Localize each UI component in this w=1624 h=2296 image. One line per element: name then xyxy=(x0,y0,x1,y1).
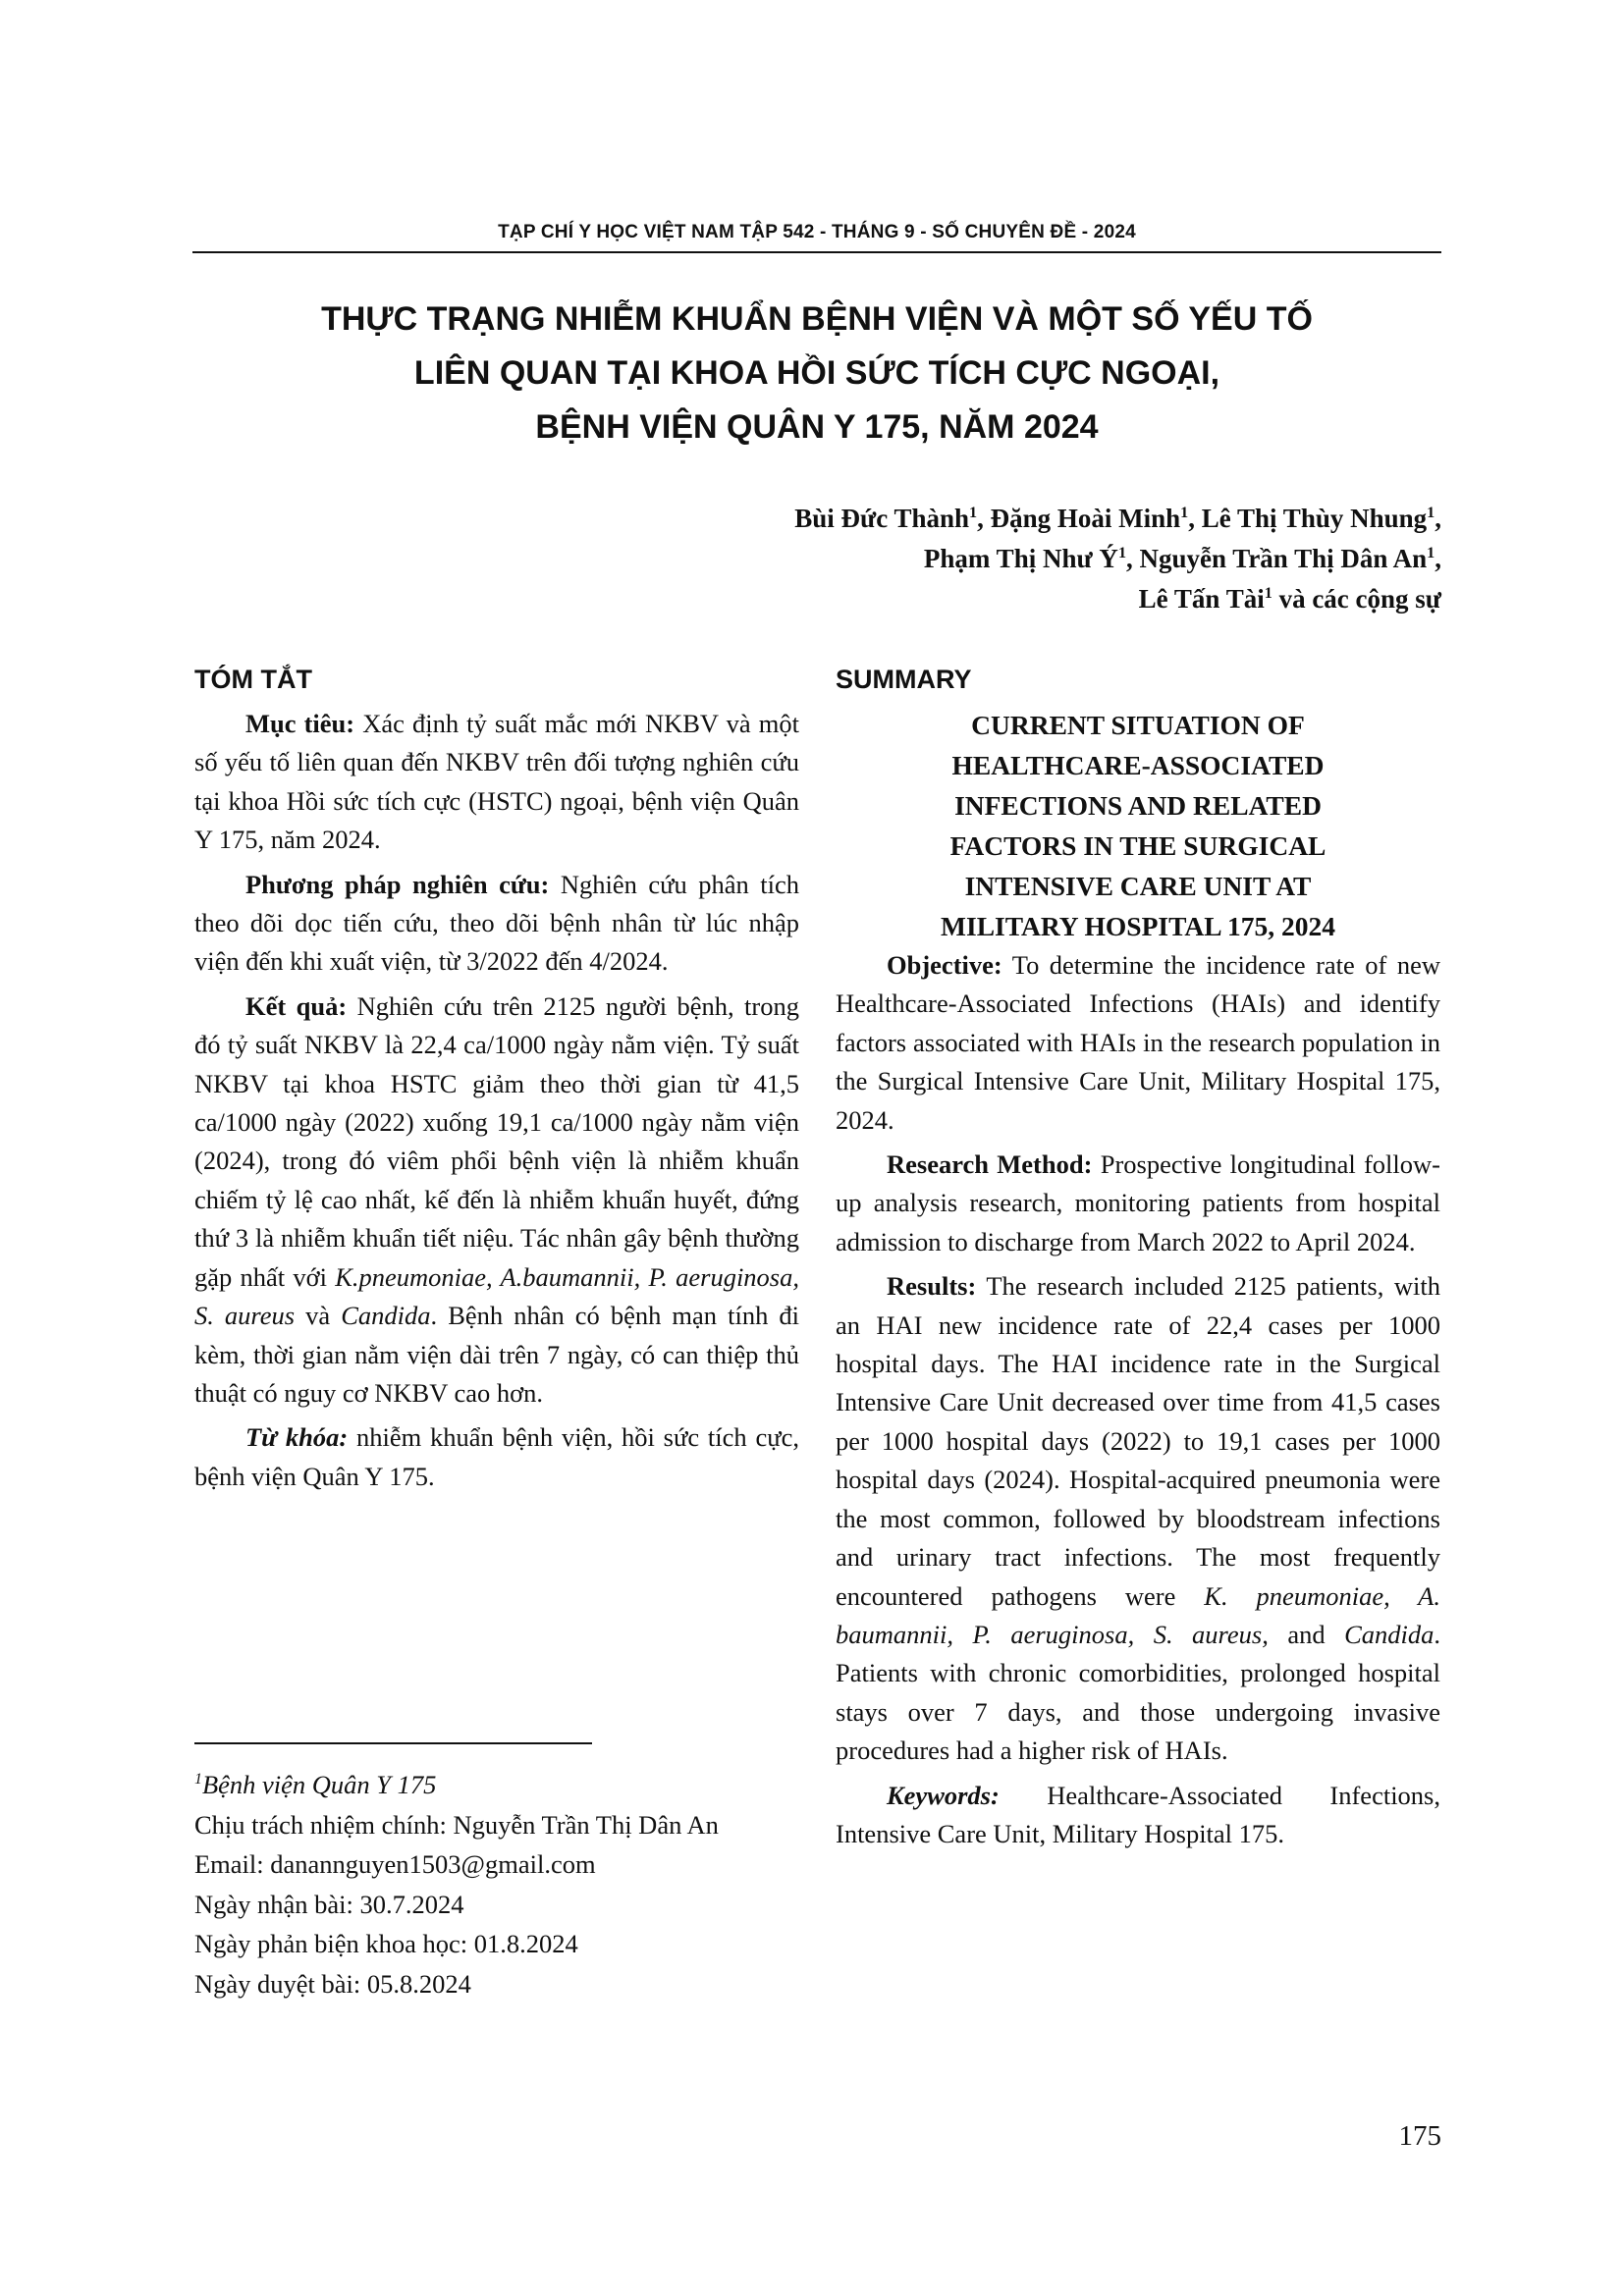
method-label: Phương pháp nghiên cứu: xyxy=(245,869,550,899)
method-paragraph xyxy=(836,1146,1440,1261)
section-heading-tom-tat: TÓM TẮT xyxy=(194,665,312,694)
english-title-line: HEALTHCARE-ASSOCIATED xyxy=(951,750,1325,780)
keywords-label: Keywords: xyxy=(887,1780,1000,1810)
corresponding-author: Chịu trách nhiệm chính: Nguyễn Trần Thị Dân An xyxy=(194,1809,719,1840)
affiliation-mark: 1 xyxy=(194,1771,202,1789)
affiliation-mark: 1 xyxy=(969,504,978,521)
method-paragraph xyxy=(194,866,799,982)
title-line: LIÊN QUAN TẠI KHOA HỒI SỨC TÍCH CỰC NGOẠI, xyxy=(413,354,1220,392)
footnotes xyxy=(194,1765,803,2003)
method-label: Research Method: xyxy=(887,1149,1093,1180)
affiliation-mark: 1 xyxy=(1427,504,1435,521)
pathogen-names: K.pneumoniae, A.baumannii, P. aeruginosa, S. aureus xyxy=(194,1261,799,1331)
objective-label: Mục tiêu: xyxy=(245,709,355,738)
keywords-text: nhiễm khuẩn bệnh viện, hồi sức tích cực, bệnh viện Quân Y 175. xyxy=(194,1422,799,1491)
author-tail: và các cộng sự xyxy=(1272,584,1441,614)
accepted-date: Ngày duyệt bài: 05.8.2024 xyxy=(194,1968,471,1999)
affiliation-mark: 1 xyxy=(1180,504,1189,521)
objective-text: To determine the incidence rate of new Healthcare-Associated Infections (HAIs) and identify factors associated with HAIs in the research population in the Surgical Intensive Care Unit, Military Hospital 175, 2024. xyxy=(836,950,1440,1135)
author-line: Phạm Thị Như $Ý^1$, Nguyễn Trần Thị Dân An$^1$, xyxy=(923,544,1441,573)
method-text: Nghiên cứu phân tích theo dõi dọc tiến cứu, theo dõi bệnh nhân từ lúc nhập viện đến khi xuất viện, từ 3/2022 đến 4/2024. xyxy=(194,869,799,977)
results-label: Results: xyxy=(887,1271,977,1302)
pathogen-candida: Candida xyxy=(341,1301,431,1331)
separator: , xyxy=(977,504,991,533)
affiliation-mark: 1 xyxy=(1427,544,1435,561)
english-title xyxy=(836,705,1440,946)
affiliation-footnote xyxy=(194,1765,803,1805)
title-line: BỆNH VIỆN QUÂN Y 175, NĂM 2024 xyxy=(535,408,1099,446)
header-rule xyxy=(192,251,1441,253)
conjunction: và xyxy=(295,1301,342,1331)
results-text-end: . Patients with chronic comorbidities, prolonged hospital stays over 7 days, and those undergoing invasive procedures had a higher risk of HAIs. xyxy=(836,1619,1440,1766)
results-text-end: . Bệnh nhân có bệnh mạn tính đi kèm, thời gian nằm viện dài trên 7 ngày, có can thiệp thủ thuật có nguy cơ NKBV cao hơn. xyxy=(194,1301,800,1408)
author-name: Lê Thị Thùy Nhung xyxy=(1201,504,1428,533)
section-heading-summary: SUMMARY xyxy=(836,665,972,694)
conjunction: and xyxy=(1268,1619,1345,1649)
keywords-paragraph xyxy=(194,1418,799,1496)
english-title-line: INTENSIVE CARE UNIT AT xyxy=(964,871,1312,901)
received-date: Ngày nhận bài: 30.7.2024 xyxy=(194,1889,464,1919)
affiliation-mark: 1 xyxy=(1117,544,1127,561)
keywords-paragraph xyxy=(836,1777,1440,1854)
results-paragraph xyxy=(194,988,799,1413)
objective-label: Objective: xyxy=(887,950,1002,980)
keywords-label: Từ khóa: xyxy=(245,1422,349,1453)
author-list xyxy=(460,499,1441,619)
results-label: Kết quả: xyxy=(245,990,348,1021)
affiliation-mark: 1 xyxy=(1264,584,1272,602)
author-name: Lê Tấn Tài xyxy=(1138,584,1265,614)
results-paragraph xyxy=(836,1267,1440,1770)
author-line xyxy=(460,579,1441,619)
keywords-text: Healthcare-Associated Infections, Intensive Care Unit, Military Hospital 175. xyxy=(836,1780,1440,1848)
affiliation-name: Bệnh viện Quân Y 175 xyxy=(201,1770,437,1799)
results-text: The research included 2125 patients, with an HAI new incidence rate of 22,4 cases per 1000 hospital days. The HAI incidence rate in the Surgical Intensive Care Unit decreased over time from 41,5 cases per 1000 hospital days (2022) to 19,1 cases per 1000 hospital days (2024). Hospital-acquired pneumonia were the most common, followed by bloodstream infections and urinary tract infections. The most frequently encountered pathogens were xyxy=(836,1271,1440,1611)
pathogen-names: K. pneumoniae, A. baumannii, P. aeruginosa, S. aureus, xyxy=(836,1580,1440,1649)
english-title-line: INFECTIONS AND RELATED xyxy=(954,790,1322,821)
title-line: THỰC TRẠNG NHIỄM KHUẨN BỆNH VIỆN VÀ MỘT SỐ YẾU TỐ xyxy=(321,300,1313,338)
results-text: Nghiên cứu trên 2125 người bệnh, trong đó tỷ suất NKBV là 22,4 ca/1000 ngày nằm viện. Tỷ suất NKBV tại khoa HSTC giảm theo thời gian từ 41,5 ca/1000 ngày (2022) xuống 19,1 ca/1000 ngày nằm viện (2024), trong đó viêm phổi bệnh viện là nhiễm khuẩn chiếm tỷ lệ cao nhất, kế đến là nhiễm khuẩn huyết, đứng thứ 3 là nhiễm khuẩn tiết niệu. Tác nhân gây bệnh thường gặp nhất với xyxy=(194,990,799,1292)
separator: , xyxy=(1188,504,1202,533)
article-title xyxy=(192,293,1441,454)
author-name: Đặng Hoài Minh xyxy=(990,504,1181,533)
author-name: Bùi Đức Thành xyxy=(794,504,970,533)
author-name: Phạm Thị Như Ý xyxy=(923,544,1118,573)
author-name: Nguyễn Trần Thị Dân An xyxy=(1139,544,1428,573)
method-text: Prospective longitudinal follow-up analysis research, monitoring patients from hospital admission to discharge from March 2022 to April 2024. xyxy=(836,1149,1440,1256)
english-title-line: CURRENT SITUATION OF xyxy=(971,710,1305,740)
footnote-rule xyxy=(194,1742,592,1744)
english-title-line: FACTORS IN THE SURGICAL xyxy=(949,830,1326,861)
journal-header: TẠP CHÍ Y HỌC VIỆT NAM TẬP 542 - THÁNG 9 - SỐ CHUYÊN ĐỀ - 2024 xyxy=(498,222,1136,242)
page-number: 175 xyxy=(1398,2120,1441,2152)
vietnamese-abstract xyxy=(194,660,799,1502)
objective-paragraph xyxy=(836,946,1440,1140)
english-title-line: MILITARY HOSPITAL 175, 2024 xyxy=(941,911,1335,941)
objective-paragraph xyxy=(194,705,799,860)
author-line: Bùi Đức Thành$^1$, Đặng Hoài Minh$^1$, Lê Thị Thùy Nhung$^1$, xyxy=(794,504,1441,533)
english-summary xyxy=(836,660,1440,1859)
separator: , xyxy=(1126,544,1140,573)
review-date: Ngày phản biện khoa học: 01.8.2024 xyxy=(194,1929,578,1958)
objective-text: Xác định tỷ suất mắc mới NKBV và một số yếu tố liên quan đến NKBV trên đối tượng nghiên cứu tại khoa Hồi sức tích cực (HSTC) ngoại, bệnh viện Quân Y 175, năm 2024. xyxy=(194,709,799,855)
pathogen-candida: Candida xyxy=(1344,1619,1435,1649)
email-line: Email: danannguyen1503@gmail.com xyxy=(194,1849,596,1879)
